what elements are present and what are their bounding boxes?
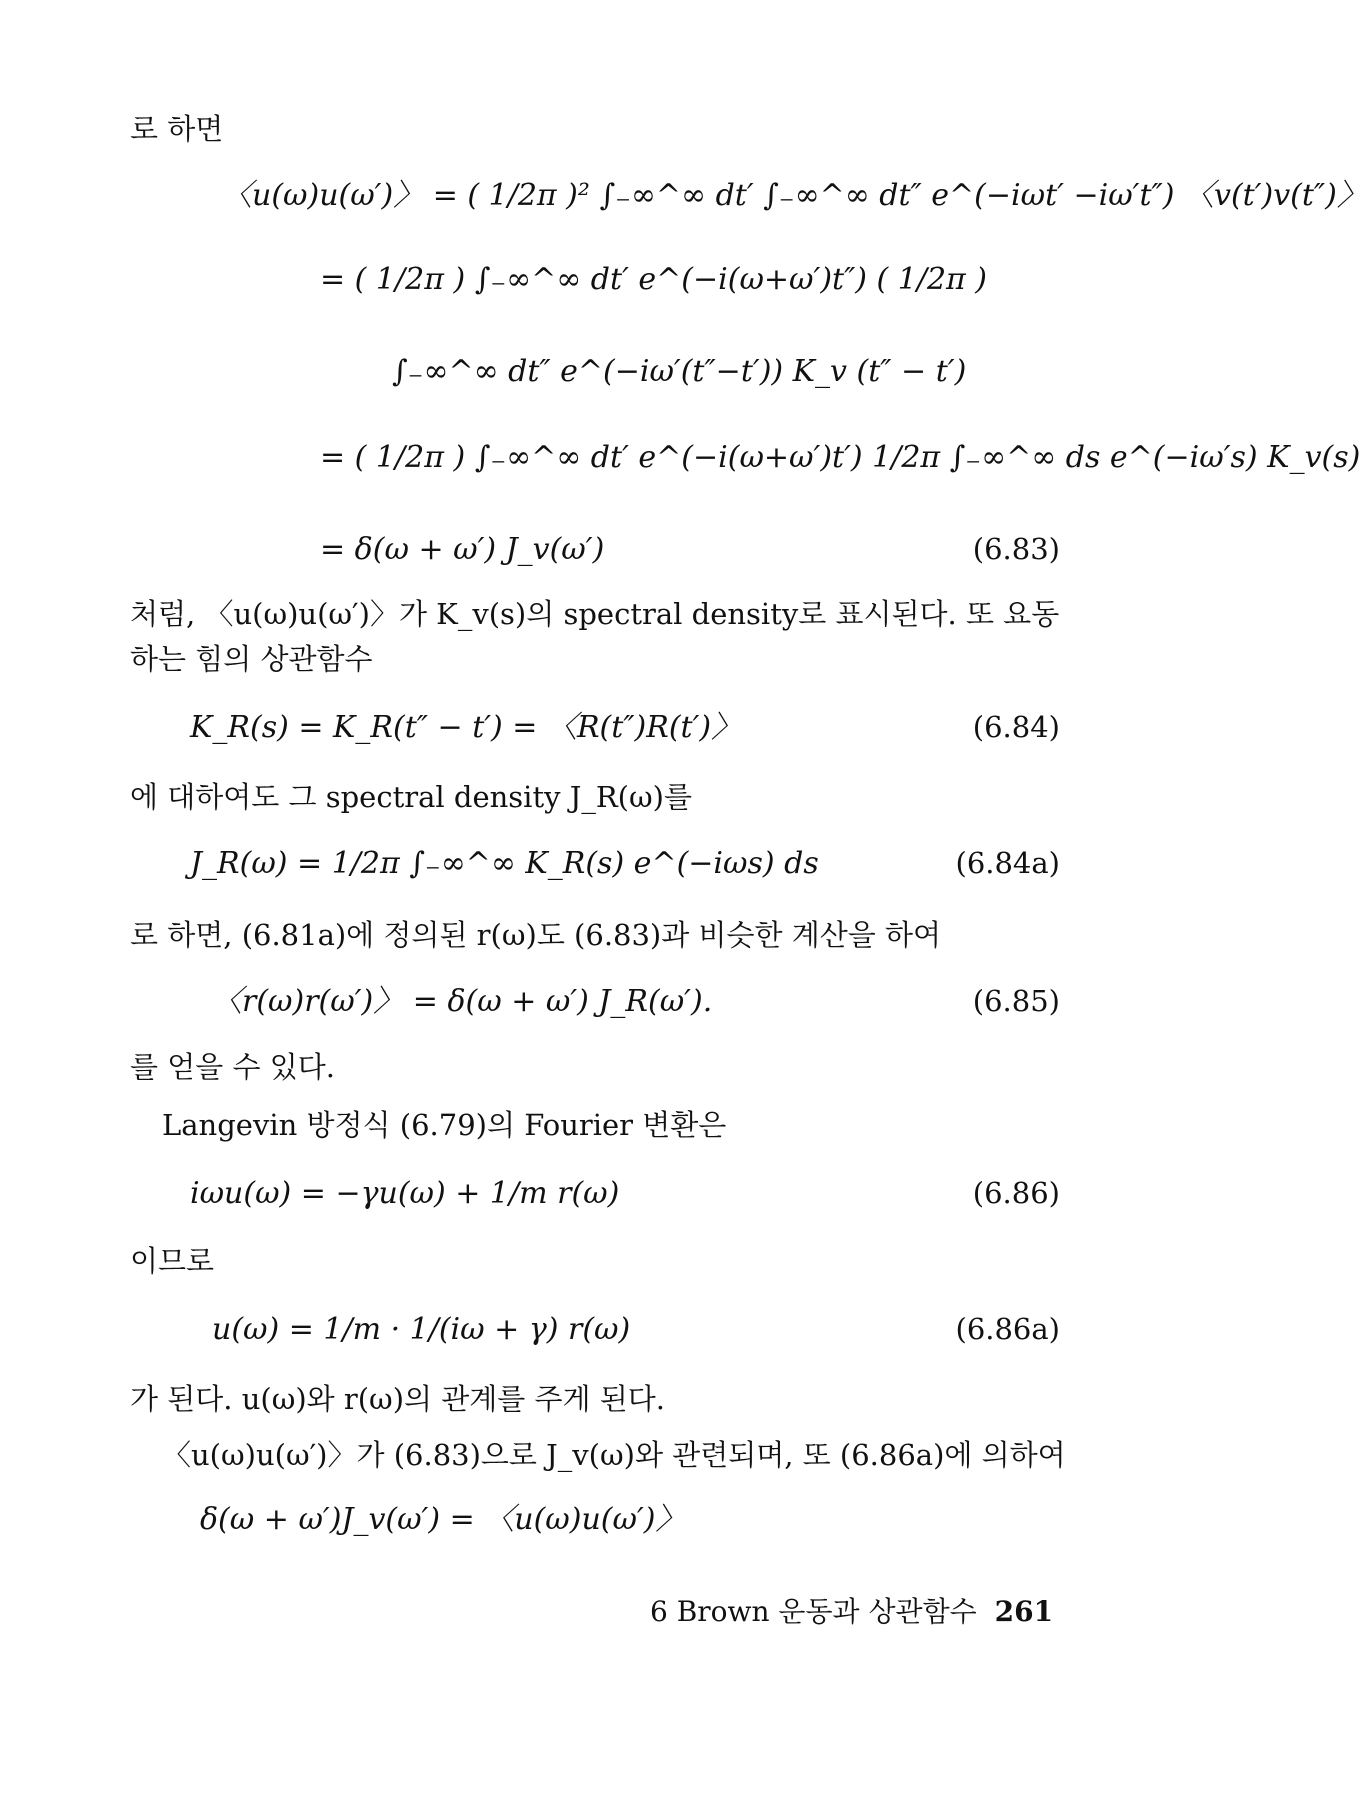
equation-number: (6.84a) <box>955 846 1060 880</box>
text-line: 로 하면 <box>130 112 224 146</box>
text-line: 가 된다. u(ω)와 r(ω)의 관계를 주게 된다. <box>130 1382 666 1416</box>
equation-line: K_R(s) = K_R(t″ − t′) = 〈R(t″)R(t′)〉 <box>190 710 742 745</box>
text-line: 에 대하여도 그 spectral density J_R(ω)를 <box>130 780 692 814</box>
equation-line: 〈u(ω)u(ω′)〉 = ( 1/2π )² ∫₋∞^∞ dt′ ∫₋∞^∞ dt″ e^(−iωt′ −iω′t″) 〈v(t′)v(t″)〉 <box>222 178 1367 213</box>
equation-line: J_R(ω) = 1/2π ∫₋∞^∞ K_R(s) e^(−iωs) ds <box>190 846 819 881</box>
text-line: Langevin 방정식 (6.79)의 Fourier 변환은 <box>162 1108 727 1142</box>
paragraph: 처럼, 〈u(ω)u(ω′)〉가 K_v(s)의 spectral density로 표시된다. 또 요동하는 힘의 상관함수 <box>130 597 1060 676</box>
equation-line: ∫₋∞^∞ dt″ e^(−iω′(t″−t′)) K_v (t″ − t′) <box>392 354 967 389</box>
equation-number: (6.85) <box>972 984 1060 1018</box>
equation-line: 〈r(ω)r(ω′)〉 = δ(ω + ω′) J_R(ω′). <box>212 984 713 1019</box>
equation-line: = δ(ω + ω′) J_v(ω′) <box>320 532 605 567</box>
equation-line: = ( 1/2π ) ∫₋∞^∞ dt′ e^(−i(ω+ω′)t″) ( 1/2π ) <box>320 262 988 297</box>
equation-number: (6.86a) <box>955 1312 1060 1346</box>
equation-number: (6.84) <box>972 710 1060 744</box>
text-line: 〈u(ω)u(ω′)〉가 (6.83)으로 J_v(ω)와 관련되며, 또 (6.86a)에 의하여 <box>162 1438 1066 1472</box>
page-number: 261 <box>994 1595 1054 1628</box>
equation-number: (6.86) <box>972 1176 1060 1210</box>
running-head: 6 Brown 운동과 상관함수 <box>650 1595 977 1628</box>
equation-line: δ(ω + ω′)J_v(ω′) = 〈u(ω)u(ω′)〉 <box>200 1502 686 1537</box>
text-line: 를 얻을 수 있다. <box>130 1050 335 1084</box>
equation-line: iωu(ω) = −γu(ω) + 1/m r(ω) <box>190 1176 620 1211</box>
text-line: 로 하면, (6.81a)에 정의된 r(ω)도 (6.83)과 비슷한 계산을 하여 <box>130 918 942 952</box>
text-line: 이므로 <box>130 1244 215 1278</box>
equation-line: u(ω) = 1/m · 1/(iω + γ) r(ω) <box>212 1312 631 1347</box>
page-footer <box>650 1590 1053 1630</box>
equation-line: = ( 1/2π ) ∫₋∞^∞ dt′ e^(−i(ω+ω′)t′) 1/2π ∫₋∞^∞ ds e^(−iω′s) K_v(s) <box>320 440 1361 475</box>
equation-number: (6.83) <box>972 532 1060 566</box>
